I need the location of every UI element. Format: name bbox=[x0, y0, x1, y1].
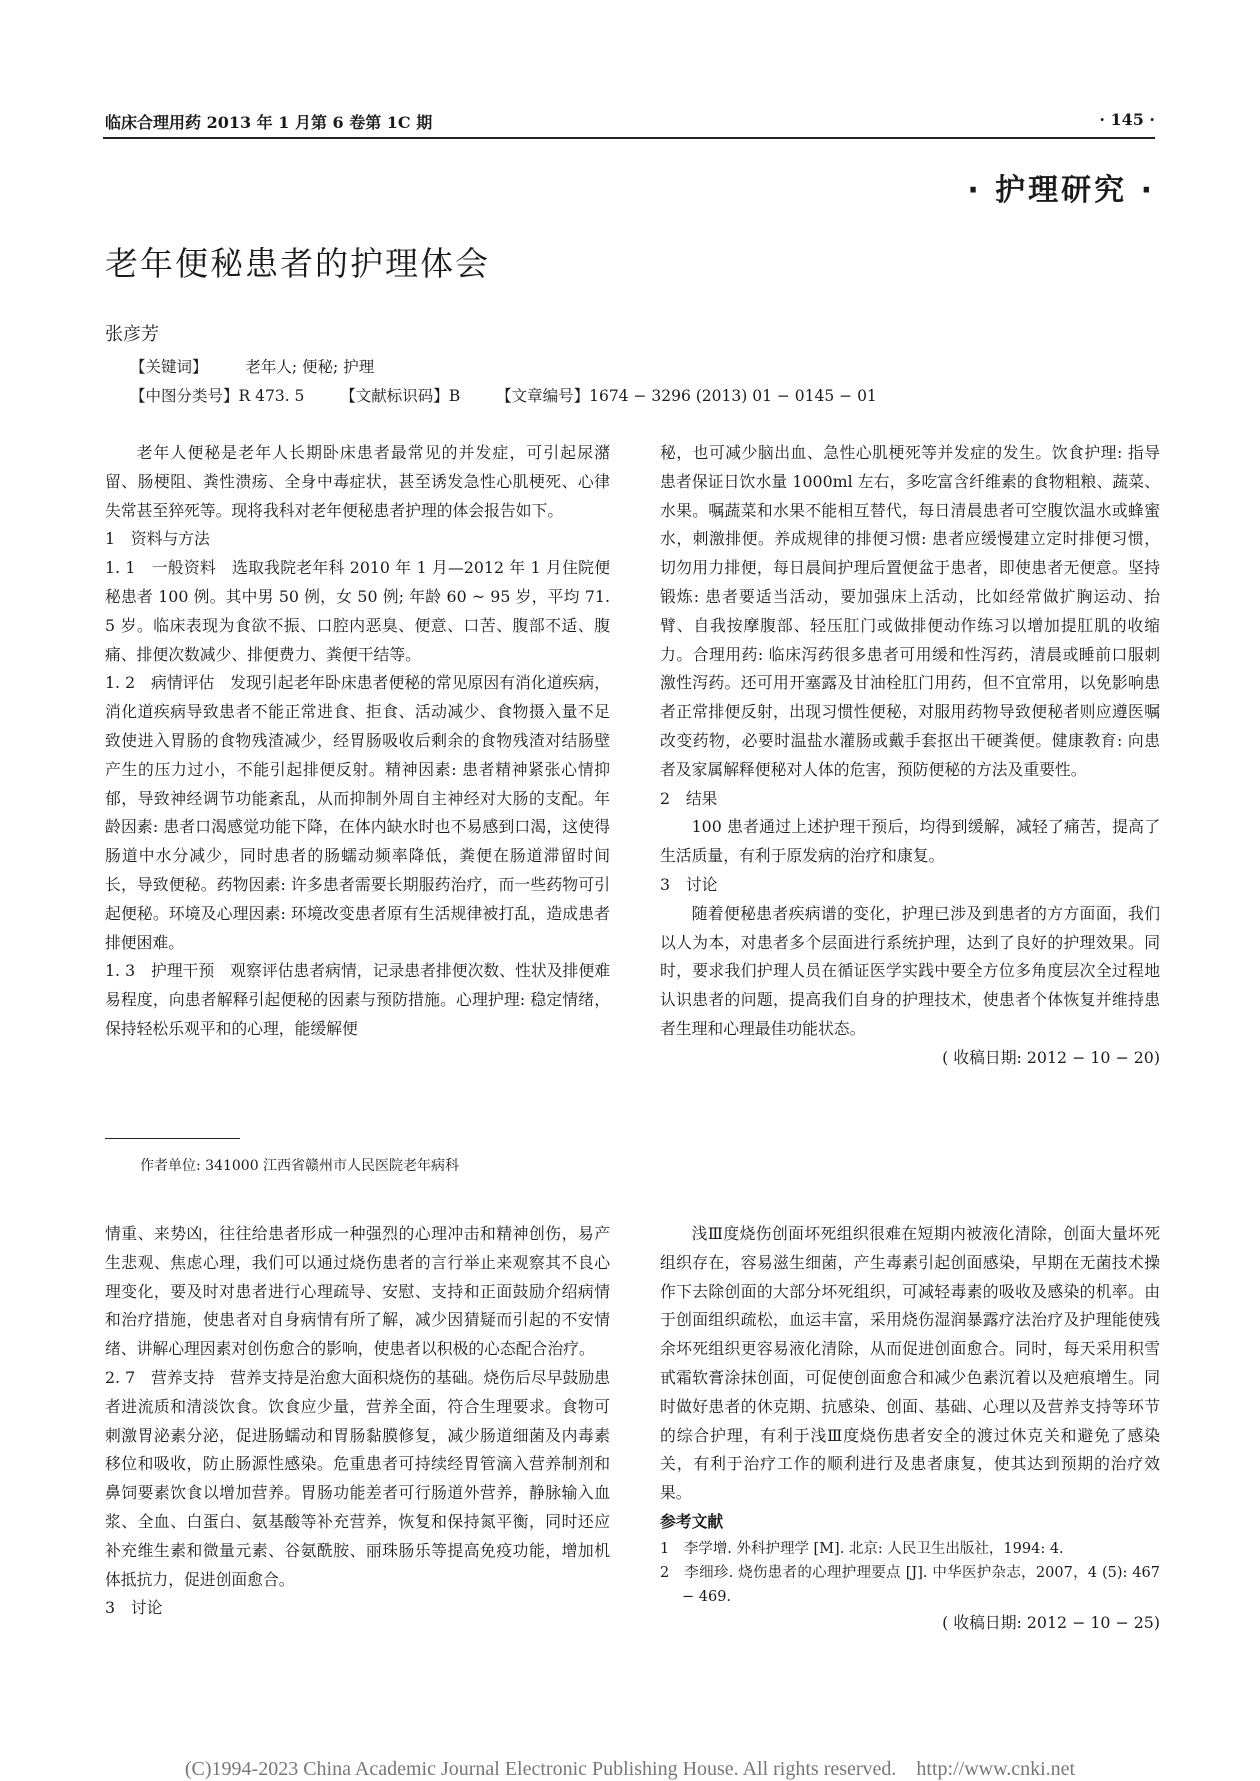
column-3 bbox=[105, 1220, 610, 1623]
paragraph-1-3-continued: 秘，也可减少脑出血、急性心肌梗死等并发症的发生。饮食护理: 指导患者保证日饮水量 1000ml 左右，多吃富含纤维素的食物粗粮、蔬菜、水果。嘱蔬菜和水果不能相互替代，每日清晨患者可空腹饮温水或蜂蜜水，刺激排便。养成规律的排便习惯: 患者应缓慢建立定时排便习惯，切勿用力排便，每日晨间护理后置便盆于患者，即使患者无便意。坚持锻炼: 患者要适当活动，要加强床上活动，比如经常做扩胸运动、抬臂、自我按摩腹部、轻压肛门或做排便动作练习以增加提肛肌的收缩力。合理用药: 临床泻药很多患者可用缓和性泻药，清晨或睡前口服刺激性泻药。还可用开塞露及甘油栓肛门用药，但不宜常用，以免影响患者正常排便反射，出现习惯性便秘，对服用药物导致便秘者则应遵医嘱改变药物，必要时温盐水灌肠或戴手套抠出干硬粪便。健康教育: 向患者及家属解释便秘对人体的危害，预防便秘的方法及重要性。 bbox=[660, 443, 1160, 779]
heading-discussion-2: 3 讨论 bbox=[105, 1598, 163, 1618]
references-list bbox=[660, 1537, 1160, 1609]
footnote-rule bbox=[105, 1138, 240, 1139]
paragraph-discussion-2: 浅Ⅲ度烧伤创面坏死组织很难在短期内被液化清除，创面大量坏死组织存在，容易滋生细菌，产生毒素引起创面感染，早期在无菌技术操作下去除创面的大部分坏死组织，可减轻毒素的吸收及感染的机率。由于创面组织疏松，血运丰富，采用烧伤湿润暴露疗法治疗及护理能使残余坏死组织更容易液化清除，从而促进创面愈合。同时，每天采用积雪甙霜软膏涂抹创面，可促使创面愈合和减少色素沉着以及疤痕增生。同时做好患者的休克期、抗感染、创面、基础、心理以及营养支持等环节的综合护理，有利于浅Ⅲ度烧伤患者安全的渡过休克关和避免了感染关，有利于治疗工作的顺利进行及患者康复，使其达到预期的治疗效果。 bbox=[660, 1224, 1160, 1503]
reference-item: 2 李细珍. 烧伤患者的心理护理要点 [J]. 中华医护杂志，2007，4 (5): 467 − 469. bbox=[660, 1564, 1160, 1605]
article-no-label: 【文章编号】 bbox=[496, 387, 590, 405]
journal-header: 临床合理用药 2013 年 1 月第 6 卷第 1C 期 bbox=[105, 113, 433, 132]
paragraph-1-1: 1. 1 一般资料 选取我院老年科 2010 年 1 月—2012 年 1 月住院便秘患者 100 例。其中男 50 例，女 50 例; 年龄 60 ~ 95 岁，平均 71. 5 岁。临床表现为食欲不振、口腔内恶臭、便意、口苦、腹部不适、腹痛、排便次数减少、排便费力、粪便干结等。 bbox=[105, 558, 610, 664]
keywords-line bbox=[130, 355, 374, 377]
paragraph-2-7: 2. 7 营养支持 营养支持是治愈大面积烧伤的基础。烧伤后尽早鼓励患者进流质和清淡饮食。饮食应少量，营养全面，符合生理要求。食物可刺激胃泌素分泌，促进肠蠕动和胃肠黏膜修复，减少肠道细菌及内毒素移位和吸收，防止肠源性感染。危重患者可持续经胃管滴入营养制剂和鼻饲要素饮食以增加营养。胃肠功能差者可行肠道外营养，静脉输入血浆、全血、白蛋白、氨基酸等补充营养，恢复和保持氮平衡，同时还应补充维生素和微量元素、谷氨酰胺、丽珠肠乐等提高免疫功能，增加机体抵抗力，促进创面愈合。 bbox=[105, 1367, 610, 1589]
article-author: 张彦芳 bbox=[105, 324, 159, 345]
article-title: 老年便秘患者的护理体会 bbox=[105, 244, 490, 283]
page-number: · 145 · bbox=[1099, 110, 1155, 129]
reference-item: 1 李学增. 外科护理学 [M]. 北京: 人民卫生出版社，1994: 4. bbox=[660, 1540, 1064, 1557]
paragraph-1-2: 1. 2 病情评估 发现引起老年卧床患者便秘的常见原因有消化道疾病，消化道疾病导致患者不能正常进食、拒食、活动减少、食物摄入量不足致使进入胃肠的食物残渣减少，经胃肠吸收后剩余的食物残渣对结肠壁产生的压力过小，不能引起排便反射。精神因素: 患者精神紧张心情抑郁，导致神经调节功能紊乱，从而抑制外周自主神经对大肠的支配。年龄因素: 患者口渴感觉功能下降，在体内缺水时也不易感到口渴，这使得肠道中水分减少，同时患者的肠蠕动频率降低，粪便在肠道滞留时间长，导致便秘。药物因素: 许多患者需要长期服药治疗，而一些药物可引起便秘。环境及心理因素: 环境改变患者原有生活规律被打乱，造成患者排便困难。 bbox=[105, 673, 610, 952]
paragraph-results: 100 患者通过上述护理干预后，均得到缓解，减轻了痛苦，提高了生活质量，有利于原发病的治疗和康复。 bbox=[660, 817, 1160, 866]
copyright-footer: (C)1994-2023 China Academic Journal Electronic Publishing House. All rights reserved. http://www.cnki.net bbox=[184, 1758, 1076, 1780]
heading-discussion: 3 讨论 bbox=[660, 874, 718, 894]
heading-materials-methods: 1 资料与方法 bbox=[105, 529, 210, 549]
received-date-2: ( 收稿日期: 2012 − 10 − 25) bbox=[942, 1612, 1160, 1632]
clc-value: R 473. 5 bbox=[238, 387, 305, 405]
received-date: ( 收稿日期: 2012 − 10 − 20) bbox=[942, 1047, 1160, 1067]
keywords-value: 老年人; 便秘; 护理 bbox=[245, 358, 375, 376]
classification-line bbox=[130, 384, 877, 406]
paragraph-discussion: 随着便秘患者疾病谱的变化，护理已涉及到患者的方方面面，我们以人为本，对患者多个层面进行系统护理，达到了良好的护理效果。同时，要求我们护理人员在循证医学实践中要全方位多角度层次全过程地认识患者的问题，提高我们自身的护理技术，使患者个体恢复并维持患者生理和心理最佳功能状态。 bbox=[660, 903, 1160, 1038]
intro-paragraph: 老年人便秘是老年人长期卧床患者最常见的并发症，可引起尿潴留、肠梗阻、粪性溃疡、全身中毒症状，甚至诱发急性心肌梗死、心律失常甚至猝死等。现将我科对老年便秘患者护理的体会报告如下。 bbox=[105, 443, 610, 520]
paragraph-continued: 情重、来势凶，往往给患者形成一种强烈的心理冲击和精神创伤，易产生悲观、焦虑心理，我们可以通过烧伤患者的言行举止来观察其不良心理变化，要及时对患者进行心理疏导、安慰、支持和正面鼓励介绍病情和治疗措施，使患者对自身病情有所了解，减少因猜疑而引起的不安情绪、讲解心理因素对创伤愈合的影响，使患者以积极的心态配合治疗。 bbox=[105, 1224, 610, 1359]
column-2 bbox=[660, 439, 1160, 1073]
paragraph-1-3: 1. 3 护理干预 观察评估患者病情，记录患者排便次数、性状及排便难易程度，向患者解释引起便秘的因素与预防措施。心理护理: 稳定情绪，保持轻松乐观平和的心理，能缓解便 bbox=[105, 961, 610, 1038]
column-1 bbox=[105, 439, 610, 1044]
doc-code-label: 【文献标识码】 bbox=[340, 387, 449, 405]
article-no-value: 1674 − 3296 (2013) 01 − 0145 − 01 bbox=[589, 387, 877, 405]
keywords-label: 【关键词】 bbox=[130, 358, 208, 376]
column-4 bbox=[660, 1220, 1160, 1638]
doc-code-value: B bbox=[448, 387, 461, 405]
author-affiliation: 作者单位: 341000 江西省赣州市人民医院老年病科 bbox=[140, 1158, 460, 1174]
section-label: · 护理研究 · bbox=[967, 173, 1155, 208]
references-title: 参考文献 bbox=[660, 1511, 724, 1531]
header-rule bbox=[103, 137, 1155, 139]
heading-results: 2 结果 bbox=[660, 788, 718, 808]
clc-label: 【中图分类号】 bbox=[130, 387, 239, 405]
